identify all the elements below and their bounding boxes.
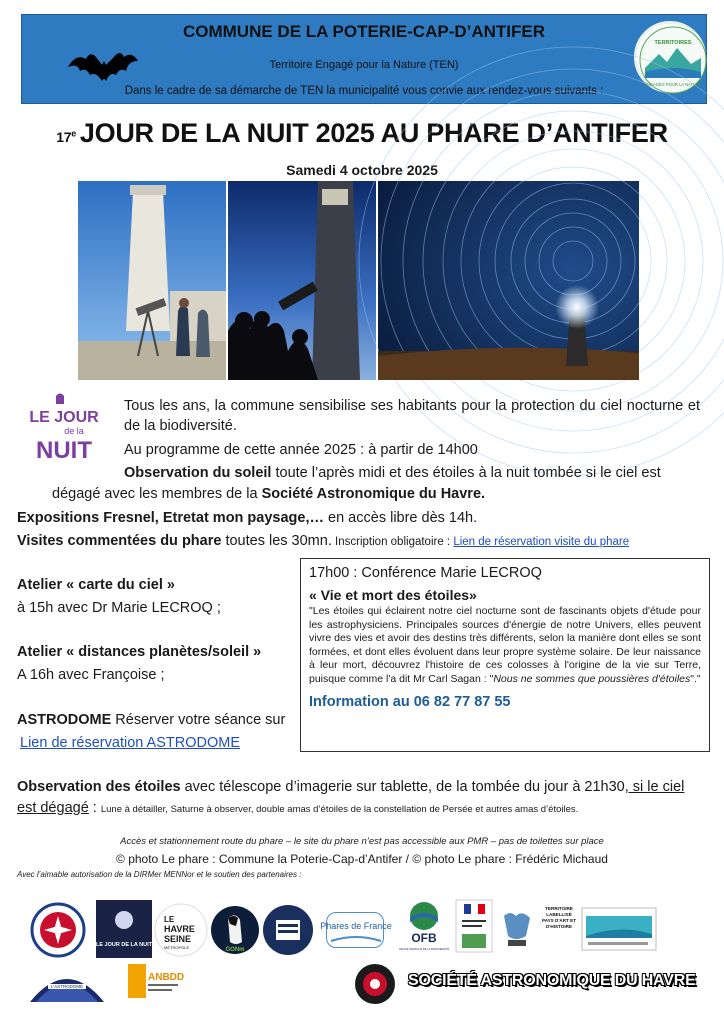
phares-balises-logo <box>30 902 86 963</box>
stars-observation-title: Observation des étoiles <box>17 779 181 795</box>
photo-star-trails <box>378 181 639 380</box>
visits-text: toutes les 30mn. <box>221 533 332 549</box>
conference-text <box>309 605 701 686</box>
title-main: JOUR DE LA NUIT 2025 AU PHARE D’ANTIFER <box>79 118 668 148</box>
republique-francaise-logo <box>452 898 496 959</box>
sun-observation-text: toute l’après midi et des étoiles à la nuit tombée si le ciel est <box>271 465 661 481</box>
photo-lighthouse-silhouettes <box>228 181 376 380</box>
sah-emblem <box>352 962 398 1011</box>
ofb-logo <box>398 900 450 959</box>
visits-registration: Inscription obligatoire : <box>331 536 454 548</box>
sun-observation-text2: dégagé avec les membres de la <box>52 486 262 502</box>
havre-line1: LE <box>164 915 175 924</box>
org-name: COMMUNE DE LA POTERIE-CAP-D’ANTIFER <box>182 22 546 41</box>
title-ordinal <box>56 129 76 145</box>
havre-line4: MÉTROPOLE <box>164 945 190 950</box>
astrodome-title: ASTRODOME <box>17 712 112 728</box>
astrodome-text: Réserver votre séance sur <box>111 712 286 728</box>
conference-end: "." <box>690 672 701 685</box>
society-name: Société Astronomique du Havre. <box>261 486 486 502</box>
jour-de-la-nuit-logo <box>28 392 100 464</box>
stars-observation-details: Lune à détailler, Saturne à observer, double amas d’étoiles de la constellation de Persée et autres amas d’étoiles. <box>100 804 579 815</box>
ofb-subtext: OFFICE FRANÇAIS DE LA BIODIVERSITÉ <box>398 948 450 951</box>
communaute-grand-site-logo <box>580 906 658 957</box>
jour-nuit-small-logo <box>96 900 152 958</box>
header-banner <box>21 14 707 104</box>
conservatoire-logo <box>262 902 314 963</box>
ordinal-sup: e <box>71 128 76 139</box>
atelier2-title-text: Atelier « distances planètes/soleil » <box>17 644 262 660</box>
pah-text: TERRITOIRE LABELLISÉ PAYS D'ART ET D'HISTOIRE <box>541 906 577 929</box>
expositions-title: Expositions Fresnel, Etretat mon paysage,… <box>17 510 324 526</box>
partners-note: Avec l’aimable autorisation de la DIRMer MENNor et le soutien des partenaires : <box>17 870 302 879</box>
jdn-line2: de la <box>64 426 84 436</box>
ten-logo <box>634 21 706 93</box>
anbdd-text: ANBDD <box>148 972 185 983</box>
expositions-text: en accès libre dès 14h. <box>324 510 478 526</box>
stars-colon: : <box>88 800 101 816</box>
visits-title: Visites commentées du phare <box>17 533 222 549</box>
atelier2-text: A 16h avec Françoise ; <box>17 667 165 683</box>
conference-title: 17h00 : Conférence Marie LECROQ <box>309 565 542 581</box>
sun-observation-line2 <box>52 484 692 504</box>
expositions-line <box>17 508 707 528</box>
stars-observation-condition: , si le ciel est dégagé <box>17 779 685 816</box>
conference-box <box>300 558 710 752</box>
programme-line: Au programme de cette année 2025 : à partir de 14h00 <box>124 442 478 458</box>
visits-line <box>17 531 717 552</box>
conference-info-phone: Information au 06 82 77 87 55 <box>309 694 511 710</box>
astrodome-link-wrap <box>20 733 240 753</box>
conference-subtitle: « Vie et mort des étoiles» <box>309 587 477 603</box>
photo-credits: © photo Le phare : Commune la Poterie-Cap-d’Antifer / © photo Le phare : Frédéric Michaud <box>116 852 608 866</box>
ten-logo-top-text: TERRITOIRES <box>654 40 692 46</box>
astrodome-logo-text: L'ASTRODOME <box>50 984 84 989</box>
ten-logo-bottom-text: ENGAGÉS POUR LA NATURE <box>643 82 703 87</box>
atelier1-title-text: Atelier « carte du ciel » <box>17 577 175 593</box>
ofb-text: OFB <box>411 931 437 945</box>
atelier1-title <box>17 575 175 595</box>
phares-de-france-text: Phares de France <box>320 921 392 931</box>
sah-text: SOCIÉTÉ ASTRONOMIQUE DU HAVRE <box>408 972 696 989</box>
atelier2-title <box>17 642 261 662</box>
normandie-logo <box>500 906 534 955</box>
jour-nuit-small-text: LE JOUR DE LA NUIT <box>95 942 153 948</box>
astrodome-logo <box>28 962 106 1009</box>
anbdd-logo <box>128 964 185 1005</box>
intro-paragraph: Tous les ans, la commune sensibilise ses habitants pour la protection du ciel nocturne et de la biodiversité. <box>124 398 700 434</box>
stars-observation-paragraph <box>17 777 707 820</box>
atelier1-text: à 15h avec Dr Marie LECROQ ; <box>17 600 221 616</box>
intro-line: Dans le cadre de sa démarche de TEN la municipalité vous convie aux rendez-vous suivants : <box>124 85 604 97</box>
sun-observation-title: Observation du soleil <box>124 465 272 481</box>
conference-quote: Nous ne sommes que poussières d'étoiles <box>493 672 691 685</box>
astrodome-line <box>17 710 285 730</box>
event-date: Samedi 4 octobre 2025 <box>286 162 438 178</box>
stars-observation-text: avec télescope d’imagerie sur tablette, de la tombée du jour à 21h30 <box>180 779 625 795</box>
jdn-line1: LE JOUR <box>29 409 99 426</box>
visit-reservation-link[interactable]: Lien de réservation visite du phare <box>453 536 630 548</box>
ten-label: Territoire Engagé pour la Nature (TEN) <box>269 59 459 71</box>
gonm-logo <box>210 904 260 961</box>
photo-lighthouse-telescopes <box>78 181 226 380</box>
gonm-text: GONm <box>225 947 245 953</box>
access-note: Accès et stationnement route du phare – le site du phare n’est pas accessible aux PMR – pas de toilettes sur place <box>120 836 604 847</box>
page-title <box>0 118 724 149</box>
jdn-line3: NUIT <box>36 437 92 464</box>
pays-art-histoire-logo <box>540 906 578 950</box>
havre-line3: SEINE <box>164 934 192 944</box>
phares-de-france-logo <box>320 912 392 948</box>
le-havre-seine-logo <box>154 902 208 963</box>
astrodome-reservation-link[interactable]: Lien de réservation ASTRODOME <box>20 735 241 751</box>
havre-line2: HAVRE <box>164 924 195 934</box>
ordinal-number: 17 <box>56 129 72 145</box>
sun-observation-line <box>124 463 700 483</box>
conference-body: "Les étoiles qui éclairent notre ciel nocturne sont de fascinants objets d'étude pour les astrophysiciens. Principales sources d'énergie de notre Univers, elles peuvent vivre des vies et avoir des destins très différents, selon la manière dont elles se sont formées, et dont elles évoluent dans leur propre système solaire. De leur naissance à leur mort, découvrez l'histoire de ces colosses à l'origine de la vie sur Terre, puisque comme l'a dit Mr Carl Sagan : " <box>309 605 701 685</box>
